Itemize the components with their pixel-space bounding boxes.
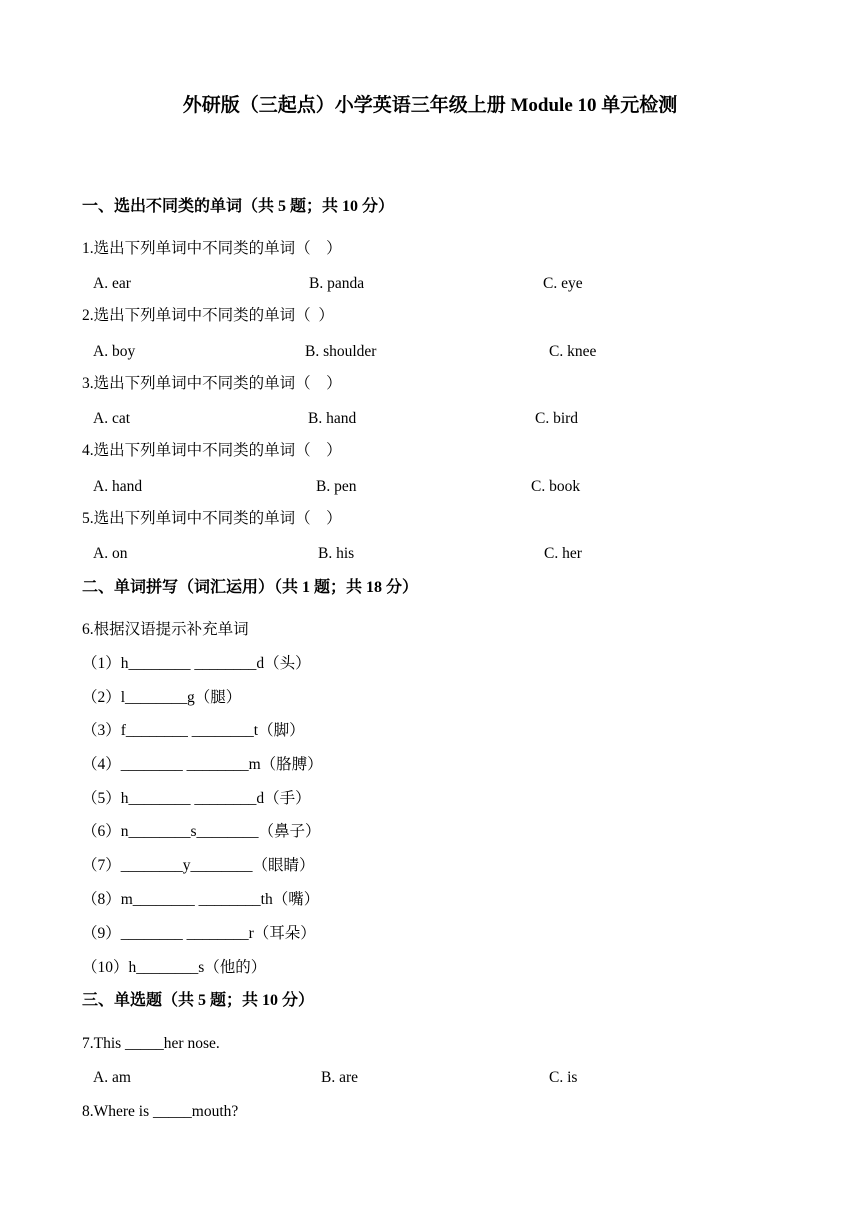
option-c-q3: C. bird <box>535 410 579 427</box>
question-stem-3: 3.选出下列单词中不同类的单词（ ） <box>82 375 342 392</box>
fill-item-10: （10）h________s（他的） <box>82 959 267 976</box>
question-stem-2: 2.选出下列单词中不同类的单词（ ） <box>82 307 334 324</box>
fill-item-3: （3）f________ ________t（脚） <box>82 722 305 739</box>
fill-item-4: （4）________ ________m（胳膊） <box>82 756 323 773</box>
option-c-q4: C. book <box>531 478 581 495</box>
question-stem-1: 1.选出下列单词中不同类的单词（ ） <box>82 240 342 257</box>
fill-item-5: （5）h________ ________d（手） <box>82 790 311 807</box>
question-stem-8: 8.Where is _____mouth? <box>82 1103 239 1120</box>
option-a-q2: A. boy <box>93 343 136 360</box>
option-b-q3: B. hand <box>308 410 357 427</box>
section-heading-2: 二、单词拼写（词汇运用）（共 1 题；共 18 分） <box>82 579 419 596</box>
option-c-q1: C. eye <box>543 275 583 292</box>
fill-item-9: （9）________ ________r（耳朵） <box>82 925 316 942</box>
question-stem-4: 4.选出下列单词中不同类的单词（ ） <box>82 442 342 459</box>
option-a-q5: A. on <box>93 545 128 562</box>
fill-item-6: （6）n________s________（鼻子） <box>82 823 321 840</box>
question-stem-5: 5.选出下列单词中不同类的单词（ ） <box>82 510 342 527</box>
question-stem-6: 6.根据汉语提示补充单词 <box>82 621 249 638</box>
question-stem-7: 7.This _____her nose. <box>82 1035 220 1052</box>
fill-item-2: （2）l________g（腿） <box>82 689 242 706</box>
option-c-q2: C. knee <box>549 343 597 360</box>
option-b-q5: B. his <box>318 545 355 562</box>
fill-item-7: （7）________y________（眼睛） <box>82 857 315 874</box>
option-b-q1: B. panda <box>309 275 365 292</box>
section-heading-3: 三、单选题（共 5 题；共 10 分） <box>82 992 315 1009</box>
document-title: 外研版（三起点）小学英语三年级上册 Module 10 单元检测 <box>182 95 678 116</box>
option-a-q7: A. am <box>93 1069 131 1086</box>
fill-item-1: （1）h________ ________d（头） <box>82 655 311 672</box>
fill-item-8: （8）m________ ________th（嘴） <box>82 891 320 908</box>
section-heading-1: 一、选出不同类的单词（共 5 题；共 10 分） <box>82 198 395 215</box>
option-b-q2: B. shoulder <box>305 343 377 360</box>
option-c-q5: C. her <box>544 545 582 562</box>
option-b-q7: B. are <box>321 1069 359 1086</box>
option-a-q3: A. cat <box>93 410 131 427</box>
option-b-q4: B. pen <box>316 478 357 495</box>
option-a-q4: A. hand <box>93 478 143 495</box>
option-c-q7: C. is <box>549 1069 578 1086</box>
option-a-q1: A. ear <box>93 275 131 292</box>
